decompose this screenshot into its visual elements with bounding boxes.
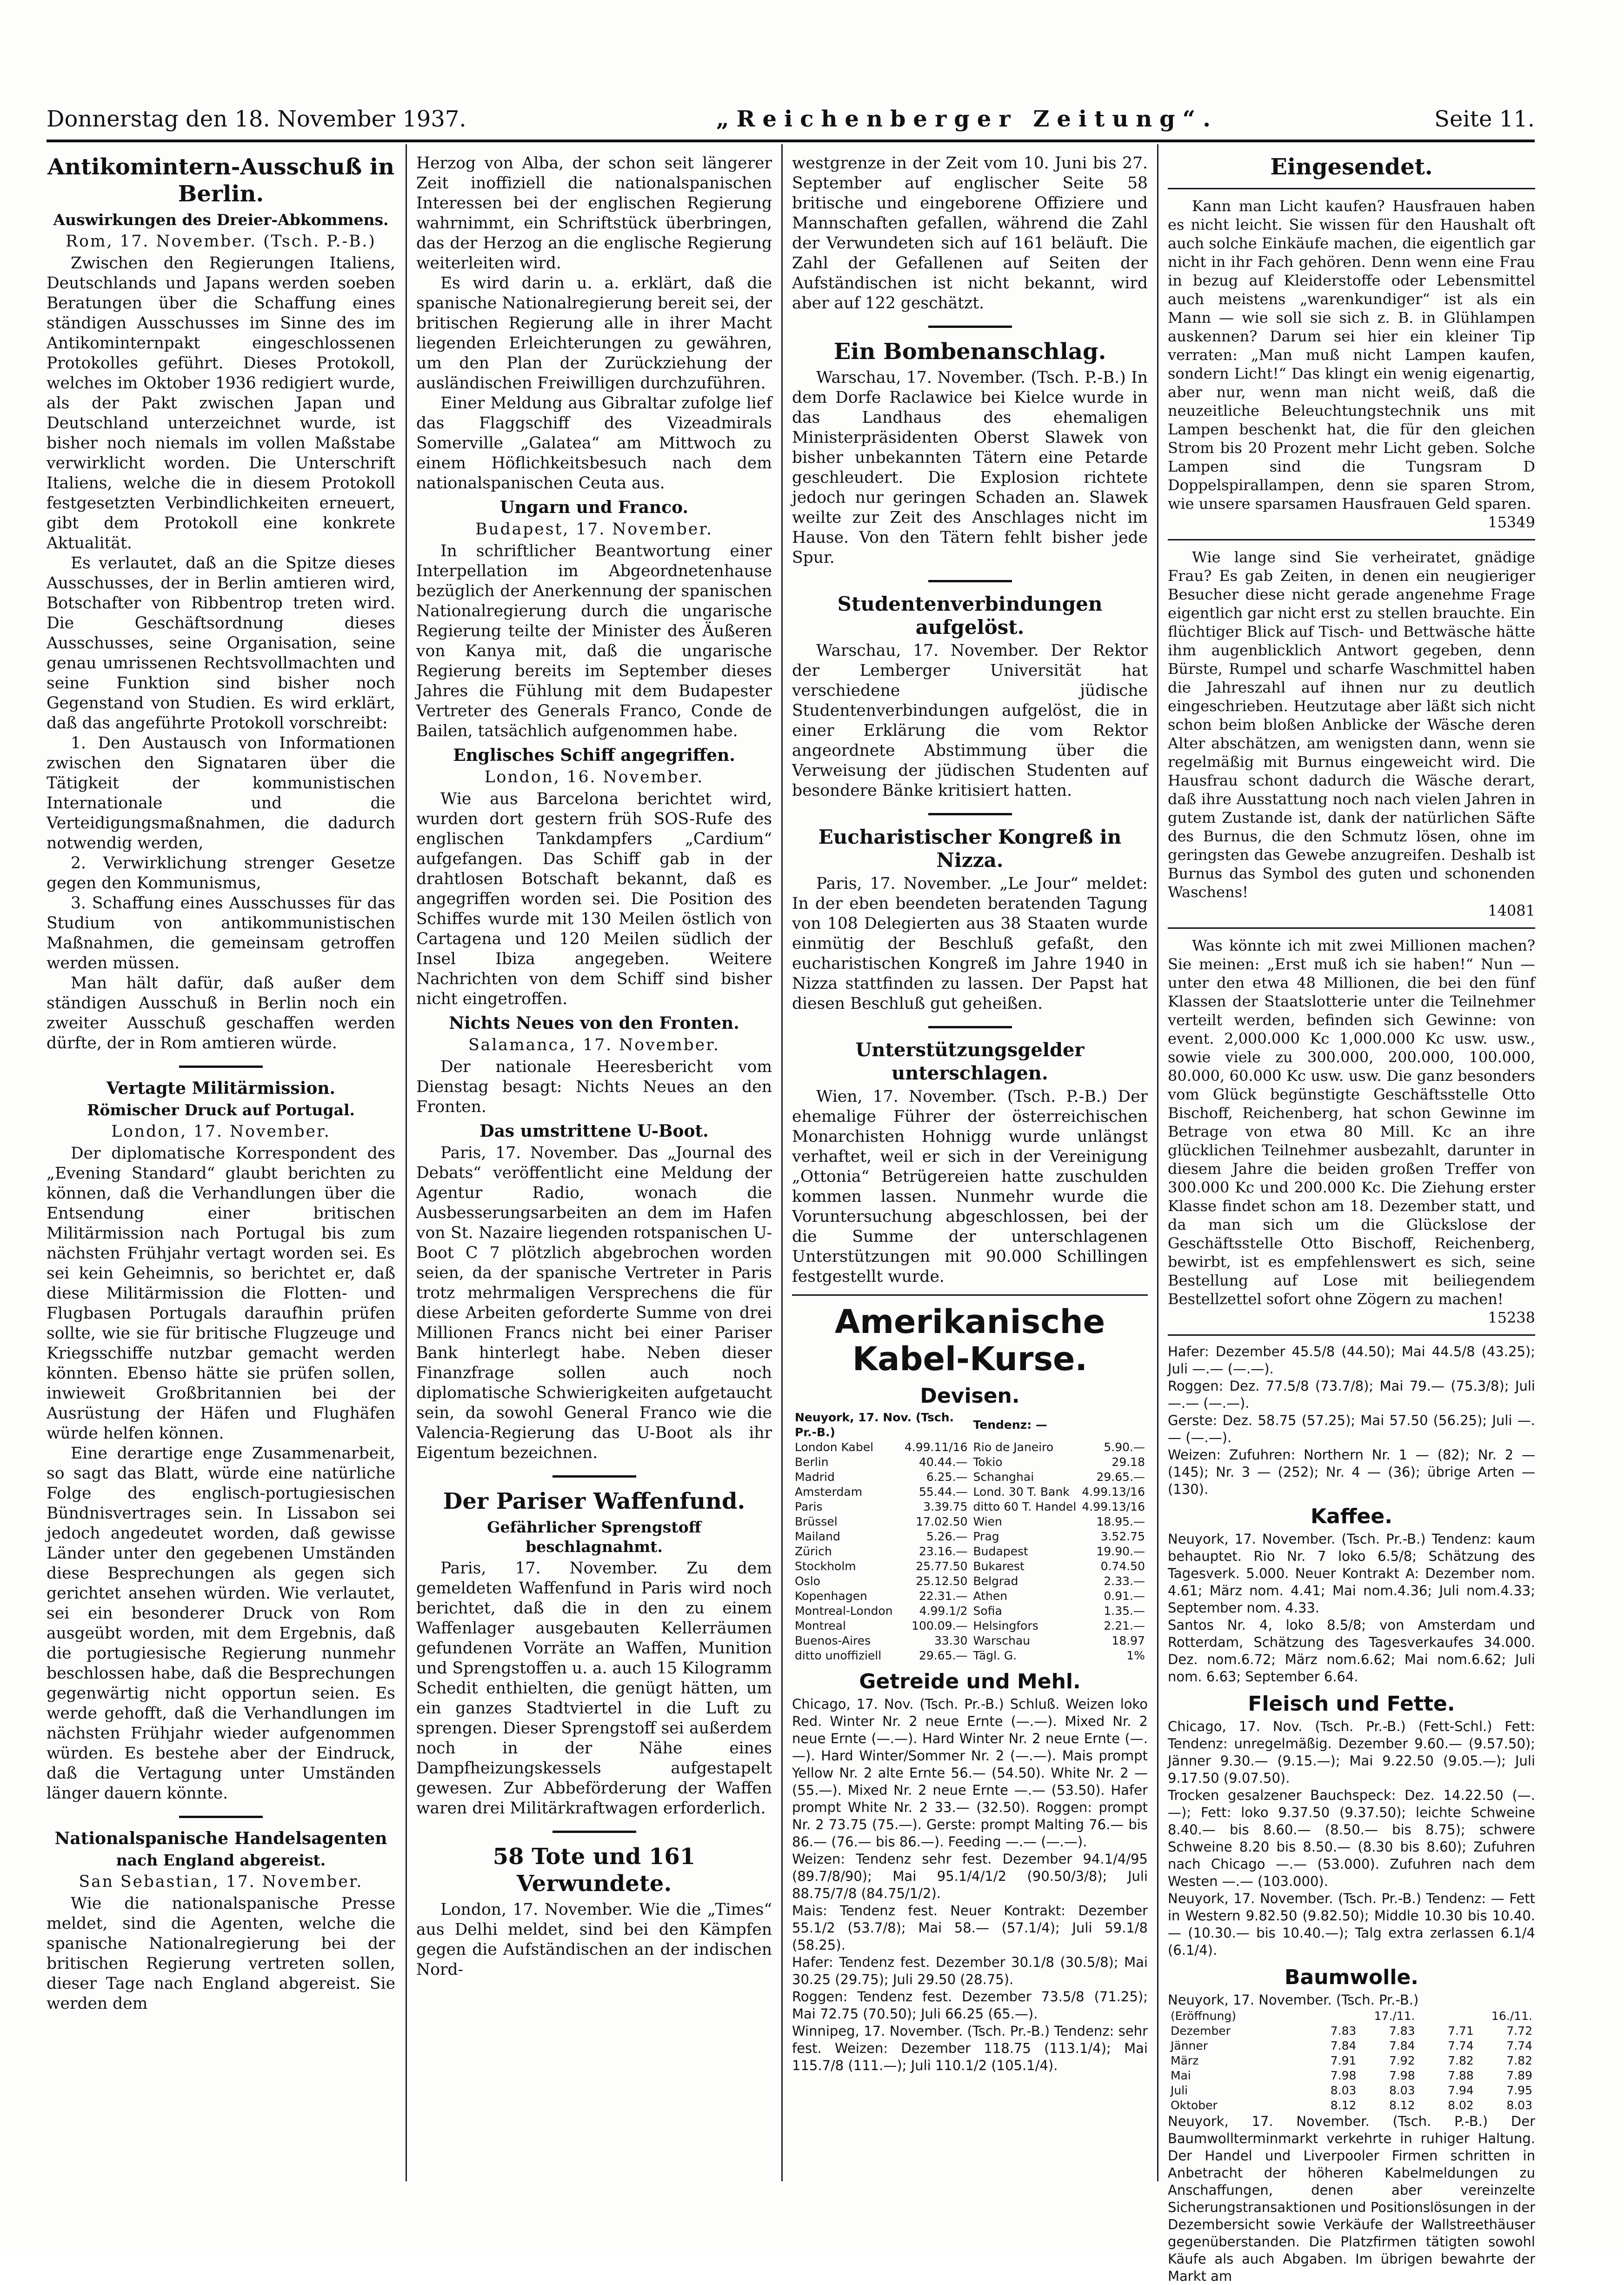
baumwolle-header-row: [1168, 2009, 1535, 2024]
market-paragraph: Neuyork, 17. November. (Tsch. P.-B.) Der Baumwollterminmarkt verkehrte in ruhiger Haltung. Der Handel und Liverpooler Firmen schritten in Anbetracht der höheren Kabelmeldungen zu Anschaffungen, denen aber vereinzelte Sicherungstransaktionen und Positionslösungen in der Dezembersicht sowie Verkäufe der Wallstreethäuser gegenüberstanden. Die Platzfirmen tätigten sowohl Käufe als auch Abgaben. Im übrigen bewahrte der Markt am: [1168, 2113, 1535, 2284]
market-paragraph: Chicago, 17. Nov. (Tsch. Pr.-B.) (Fett-Schl.) Fett: Tendenz: unregelmäßig. Dezember 9.60.— (9.57.50); Jänner 9.30.— (9.15.—); Mai 9.22.50 (9.05.—); Juli 9.17.50 (9.07.50).: [1168, 1719, 1535, 1786]
column-divider: [1157, 144, 1158, 2181]
table-cell: 0.74.50: [1100, 1559, 1145, 1573]
headline-antikomintern: Antikomintern-Ausschuß in Berlin.: [47, 154, 395, 207]
headline-studenten: Studentenverbindungen aufgelöst.: [837, 593, 1103, 639]
market-paragraph: Weizen: Tendenz sehr fest. Dezember 94.1/4/95 (89.7/8/90); Mai 95.1/4/1/2 (90.50/3/8); Juli 88.75/7/8 (84.75/1/2).: [792, 1851, 1148, 1901]
table-cell: Lond. 30 T. Bank: [973, 1485, 1070, 1499]
table-cell: Jänner: [1171, 2039, 1208, 2052]
table-cell: 5.90.—: [1104, 1440, 1145, 1454]
markets-continued: [1168, 1343, 1535, 2285]
dateline: San Sebastian, 17. November.: [79, 1872, 363, 1891]
table-cell: 7.83: [1330, 2024, 1357, 2038]
table-cell: Tokio: [973, 1455, 1003, 1469]
article-paragraph: westgrenze in der Zeit vom 10. Juni bis 27. September auf englischer Seite 58 britische und eingeborene Offiziere und Mannschaften gefallen, während die Zahl der Verwundeten sich auf 161 beläuft. Die Zahl der Gefallenen auf Seiten der Aufständischen ist nicht bekannt, wird aber auf 122 geschätzt.: [792, 154, 1148, 313]
headline-englisches-schiff: Englisches Schiff angegriffen.: [453, 746, 735, 765]
table-cell: 4.99.11/16: [904, 1440, 968, 1454]
table-cell: 7.82: [1448, 2054, 1474, 2067]
market-paragraph: Trocken gesalzener Bauchspeck: Dez. 14.22.50 (—.—); Fett: loko 9.37.50 (9.37.50); leichte Schweine 8.40.— bis 8.60.— (8.50.— bis 8.75); schwere Schweine 8.20 bis 8.50.— (8.30 bis 8.60); Zufuhren nach Chicago —.— (53.000). Zufuhren nach dem Westen —.— (103.000).: [1168, 1787, 1535, 1889]
headline-eingesendet: Eingesendet.: [1270, 154, 1433, 180]
article-separator: [928, 1026, 1012, 1028]
article-separator: [928, 813, 1012, 815]
table-cell: 25.77.50: [916, 1559, 968, 1573]
baumwolle-title: Baumwolle.: [1285, 1965, 1418, 1989]
devisen-header-cell: Neuyork, 17. Nov. (Tsch. Pr.-B.): [795, 1411, 954, 1439]
table-cell: Dezember: [1171, 2024, 1231, 2038]
table-cell: Brüssel: [795, 1515, 838, 1528]
column-1: [47, 153, 395, 2181]
table-cell: London Kabel: [795, 1440, 874, 1454]
table-cell: 8.03: [1506, 2098, 1532, 2112]
article-paragraph: Herzog von Alba, der schon seit längerer Zeit inoffiziell die nationalspanischen Interessen bei der englischen Regierung wahrnimmt, ein Schriftstück überbringen, das der Herzog an die englische Regierung weiterleiten wird.: [416, 154, 772, 273]
article-paragraph: Zwischen den Regierungen Italiens, Deutschlands und Japans werden soeben Beratungen über die Schaffung eines ständigen Ausschusses im Sinne des im Antikominternpakt eingeschlossenen Protokolles geführt. Dieses Protokoll, welches im Oktober 1936 redigiert wurde, als der Pakt zwischen Japan und Deutschland unterzeichnet wurde, ist bisher noch niemals im vollen Maßstabe verwirklicht worden. Die Unterschrift Italiens, welche die in diesem Protokoll festgesetzten Verbindlichkeiten erneuert, gibt dem Protokoll eine konkrete Aktualität.: [47, 254, 395, 553]
table-cell: Paris: [795, 1500, 823, 1513]
article-paragraph: Es wird darin u. a. erklärt, daß die spanische Nationalregierung bereit sei, der britischen Regierung alle in ihrer Macht liegenden Erleichterungen zu gewähren, um den Plan der Zurückziehung der ausländischen Freiwilligen durchzuführen.: [416, 274, 772, 393]
table-cell: 7.74: [1448, 2039, 1474, 2052]
market-paragraph: Hafer: Tendenz fest. Dezember 30.1/8 (30.5/8); Mai 30.25 (29.75); Juli 29.50 (28.75).: [792, 1954, 1148, 1987]
table-cell: 4.99.1/2: [919, 1604, 968, 1618]
market-paragraph: Mais: Tendenz fest. Neuer Kontrakt: Dezember 55.1/2 (53.7/8); Mai 58.— (57.1/4); Juli 59.1/8 (58.25).: [792, 1903, 1148, 1953]
table-cell: 7.84: [1389, 2039, 1415, 2052]
article-paragraph: Warschau, 17. November. Der Rektor der Lemberger Universität hat verschiedene jüdische Studentenverbindungen aufgelöst, die in einer Erklärung die vom Rektor angeordnete Abstimmung über die Verweisung der jüdischen Studenten auf besondere Bänke kritisiert hatten.: [792, 641, 1148, 800]
advert-number: 14081: [1488, 902, 1535, 919]
subheadline: Gefährlicher Sprengstoff beschlagnahmt.: [487, 1518, 701, 1556]
table-cell: 6.25.—: [926, 1470, 968, 1484]
table-cell: 7.89: [1506, 2069, 1532, 2082]
market-paragraph: Santos Nr. 4, loko 8.5/8; von Amsterdam und Rotterdam, Schätzung des Tagesverkaufes 34.000. Dez. nom.6.72; März nom.6.62; Mai nom.6.62; Juli nom. 6.63; September 6.64.: [1168, 1617, 1535, 1685]
table-cell: Mailand: [795, 1530, 840, 1543]
devisen-row: [792, 1544, 1148, 1559]
baumwolle-header-cell: (Eröffnung): [1171, 2009, 1236, 2023]
devisen-row: [792, 1440, 1148, 1455]
table-cell: Sofia: [973, 1604, 1002, 1618]
table-cell: Oslo: [795, 1574, 820, 1588]
article-separator: [552, 1831, 636, 1833]
column-4: [1168, 153, 1535, 2284]
article-paragraph: Paris, 17. November. Zu dem gemeldeten Waffenfund in Paris wird noch berichtet, daß die in den zu einem Waffenlager ausgebauten Kellerräumen gefundenen Vorräte an Waffen, Munition und Sprengstoffen u. a. auch 15 Kilogramm Schedit enthielten, die genügt hätten, um ein ganzes Stadtviertel in die Luft zu sprengen. Dieser Sprengstoff sei außerdem noch in der Nähe eines Dampfheizungskessels aufgestapelt gewesen. Zur Abbeförderung der Waffen waren drei Militärkraftwagen erforderlich.: [416, 1559, 772, 1818]
devisen-header-cell: Tendenz: —: [973, 1418, 1047, 1432]
article-paragraph: Der diplomatische Korrespondent des „Evening Standard“ glaubt berichten zu können, daß die Verhandlungen über die Entsendung einer britischen Militärmission nach Portugal bis zum nächsten Frühjahr vertagt worden sei. Es sei kein Geheimnis, so berichtet er, daß diese Militärmission die Flotten- und Flugbasen Portugals daraufhin prüfen sollte, wie sie für britische Flugzeuge und Kriegsschiffe nutzbar gemacht werden könnten. Ebenso hätte sie prüfen sollen, inwieweit Großbritannien bei der Ausrüstung der Häfen und Flughäfen würde helfen können.: [47, 1144, 395, 1443]
subheadline: Auswirkungen des Dreier-Abkommens.: [53, 211, 389, 229]
table-cell: 7.95: [1506, 2084, 1532, 2097]
article-paragraph: Wien, 17. November. (Tsch. P.-B.) Der ehemalige Führer der österreichischen Monarchisten Hohnigg wurde unlängst verhaftet, weil er sich in der Vereinigung „Ottonia“ Betrügereien hatte zuschulden kommen lassen. Nunmehr wurde die Voruntersuchung abgeschlossen, bei der die Summe der unterschlagenen Unterstützungen mit 90.000 Schillingen festgestellt wurde.: [792, 1087, 1148, 1286]
table-cell: Belgrad: [973, 1574, 1018, 1588]
table-cell: Juli: [1171, 2084, 1188, 2097]
table-cell: ditto unoffiziell: [795, 1649, 882, 1662]
header-rule: [47, 140, 1535, 142]
list-item: 2. Verwirklichung strenger Gesetze gegen den Kommunismus,: [47, 854, 395, 893]
header-date: Donnerstag den 18. November 1937.: [47, 106, 466, 132]
devisen-row: [792, 1514, 1148, 1529]
article-paragraph: In schriftlicher Beantwortung einer Interpellation im Abgeordnetenhause bezüglich der Anerkennung der spanischen Nationalregierung durch die ungarische Regierung teilte der Minister des Äußeren von Kanya mit, daß die ungarische Regierung bereits im September dieses Jahres die Fühlung mit dem Budapester Vertreter des Generals Franco, Conde de Bailen, tatsächlich aufgenommen habe.: [416, 542, 772, 740]
baumwolle-dateline: Neuyork, 17. November. (Tsch. Pr.-B.): [1168, 1992, 1419, 2008]
table-cell: 7.88: [1448, 2069, 1474, 2082]
table-cell: 18.97: [1112, 1634, 1145, 1647]
article-separator: [179, 1816, 263, 1818]
table-cell: 2.33.—: [1104, 1574, 1145, 1588]
subheadline: nach England abgereist.: [116, 1851, 326, 1869]
article-separator: [928, 580, 1012, 582]
table-cell: 33.30: [934, 1634, 968, 1647]
table-cell: 23.16.—: [919, 1545, 968, 1558]
table-cell: Wien: [973, 1515, 1002, 1528]
table-cell: 7.74: [1506, 2039, 1532, 2052]
article-paragraph: London, 17. November. Wie die „Times“ aus Delhi meldet, sind bei den Kämpfen gegen die Aufständischen an der indischen Nord-: [416, 1900, 772, 1979]
page-number: Seite 11.: [1434, 106, 1535, 132]
table-cell: Amsterdam: [795, 1485, 863, 1499]
devisen-row: [792, 1559, 1148, 1574]
table-cell: 7.83: [1389, 2024, 1415, 2038]
article-paragraph: Wie aus Barcelona berichtet wird, wurden dort gestern früh SOS-Rufe des englischen Tankdampfers „Cardium“ aufgefangen. Das Schiff gab in der drahtlosen Botschaft bekannt, daß es angegriffen worden sei. Die Position des Schiffes wurde mit 130 Meilen östlich von Cartagena und 120 Meilen südlich der Insel Ibiza angegeben. Weitere Nachrichten von dem Schiff sind bisher nicht eingetroffen.: [416, 790, 772, 1008]
advert-text: Wie lange sind Sie verheiratet, gnädige Frau? Es gab Zeiten, in denen ein neugieriger Besucher diese nicht gerade angenehme Frage eigentlich gar nicht erst zu stellen brauchte. Ein flüchtiger Blick auf Tisch- und Bettwäsche hätte ihm augenblicklich Antwort gegeben, denn Bürste, Rumpel und scharfe Waschmittel haben die Jahreszahl auf ihnen nur zu deutlich eingeschrieben. Heutzutage aber läßt sich nicht schon beim bloßen Anblicke der Wäsche deren Alter abschätzen, am wenigsten dann, wenn sie regelmäßig mit Burnus eingeweicht wird. Die Hausfrau schont dadurch die Wäsche derart, daß ihre Ausstattung noch nach vielen Jahren in gutem Zustande ist, dank der natürlichen Säfte des Burnus, die den Schmutz lösen, ohne im geringsten das Gewebe anzugreifen. Deshalb ist Burnus das Symbol des guten und schonenden Waschens!: [1168, 548, 1535, 901]
table-cell: 8.03: [1330, 2084, 1357, 2097]
devisen-row: [792, 1499, 1148, 1514]
dateline: Budapest, 17. November.: [475, 520, 713, 539]
table-cell: 29.18: [1112, 1455, 1145, 1469]
table-cell: Berlin: [795, 1455, 829, 1469]
advert-number: 15238: [1488, 1309, 1535, 1326]
devisen-header-row: [792, 1410, 1148, 1440]
devisen-row: [792, 1619, 1148, 1633]
dateline: Rom, 17. November. (Tsch. P.-B.): [66, 232, 376, 251]
devisen-row: [792, 1648, 1148, 1663]
section-rule: [1168, 188, 1535, 189]
baumwolle-row: [1168, 2083, 1535, 2098]
market-paragraph: Hafer: Dezember 45.5/8 (44.50); Mai 44.5/8 (43.25); Juli —.— (—.—).: [1168, 1344, 1535, 1377]
table-cell: 18.95.—: [1096, 1515, 1145, 1528]
column-3: [792, 153, 1148, 2181]
devisen-table: [792, 1410, 1148, 1663]
article-paragraph: Man hält dafür, daß außer dem ständigen Ausschuß in Berlin noch ein zweiter Ausschuß geschaffen werden dürfte, der in Rom amtieren würde.: [47, 974, 395, 1053]
advert-text: Kann man Licht kaufen? Hausfrauen haben es nicht leicht. Sie wissen für den Haushalt oft auch solche Einkäufe machen, die eigentlich gar nicht in ihr Fach gehören. Denn wenn eine Frau in bezug auf Kleiderstoffe oder Lebensmittel auch meistens „warenkundiger“ ist als ein Mann — wie soll sie sich z. B. in Glühlampen auskennen? Darum sei hier ein kleiner Tip verraten: „Man muß nicht Lampen kaufen, sondern Licht!“ Das klingt ein wenig eigenartig, aber nur, wenn man nicht weiß, daß die neuzeitliche Beleuchtungstechnik uns mit Lampen beschenkt hat, die für den gleichen Strom bis 20 Prozent mehr Licht geben. Solche Lampen sind die Tungsram D Doppelspirallampen, denn sie sparen Strom, wie unsere sparsamen Hausfrauen Geld sparen.: [1168, 197, 1535, 513]
table-cell: Montreal-London: [795, 1604, 893, 1618]
advert-text: Was könnte ich mit zwei Millionen machen? Sie meinen: „Erst muß ich sie haben!“ Nun — unter den etwa 48 Millionen, die bei den fünf Klassen der Staatslotterie unter die Teilnehmer verteilt werden, befinden sich Gewinne: von event. 2,000.000 Kc 1,000.000 Kc usw. usw., sowie viele zu 300.000, 200.000, 100.000, 80.000, 60.000 Kc usw. usw. Die ganz besonders vom Glück begünstigte Geschäftsstelle Otto Bischoff, Reichenberg, hat schon Gewinne im Betrage von etwa 80 Mill. Kc an ihre glücklichen Teilnehmer ausbezahlt, darunter in diesem Jahre die beiden großen Treffer von 300.000 Kc und 200.000 Kc. Die Ziehung erster Klasse findet schon am 18. Dezember statt, und da man sich um die Glückslose der Geschäftsstelle Otto Bischoff, Reichenberg, bewirbt, ist es empfehlenswert es sich, seine Bestellung auf Lose mit beiliegendem Bestellzettel sofort ohne Zögern zu machen!: [1168, 937, 1535, 1308]
table-cell: 17.02.50: [916, 1515, 968, 1528]
market-paragraph: Chicago, 17. Nov. (Tsch. Pr.-B.) Schluß. Weizen loko Red. Winter Nr. 2 neue Ernte (—.—). Mixed Nr. 2 neue Ernte (—.—). Hard Winter Nr. 2 neue Ernte (—.—). Hard Winter/Sommer Nr. 2 (—.—). Mais prompt Yellow Nr. 2 alte Ernte 56.— (54.50). White Nr. 2 — (55.—). Mixed Nr. 2 neue Ernte —.— (53.50). Hafer prompt White Nr. 2 33.— (32.50). Roggen: prompt Nr. 2 73.75 (75.—). Gerste: prompt Malting 76.— bis 86.— (76.— bis 86.—). Feeding —.— (—.—).: [792, 1696, 1148, 1850]
table-cell: 1.35.—: [1104, 1604, 1145, 1618]
table-cell: 40.44.—: [919, 1455, 968, 1469]
table-cell: Buenos-Aires: [795, 1634, 871, 1647]
headline-tote: 58 Tote und 161 Verwundete.: [493, 1844, 696, 1897]
table-cell: 8.12: [1389, 2098, 1415, 2112]
column-divider: [781, 144, 783, 2181]
list-item: 1. Den Austausch von Informationen zwischen den Signataren über die Tätigkeit der kommunistischen Internationale und die Verteidigungsmaßnahmen, die dadurch notwendig werden,: [47, 734, 395, 853]
article-separator: [179, 1066, 263, 1068]
market-paragraph: Neuyork, 17. November. (Tsch. Pr.-B.) Tendenz: — Fett in Western 9.82.50 (9.82.50); Middle 10.30 bis 10.40.— (10.30.— bis 10.40.—); Talg extra zerlassen 6.1/4 (6.1/4).: [1168, 1891, 1535, 1958]
list-item: 3. Schaffung eines Ausschusses für das Studium von antikommunistischen Maßnahmen, die gemeinsam getroffen werden müssen.: [47, 894, 395, 973]
fleisch-title: Fleisch und Fette.: [1248, 1692, 1455, 1716]
table-cell: Montreal: [795, 1619, 846, 1632]
market-paragraph: Gerste: Dez. 58.75 (57.25); Mai 57.50 (56.25); Juli —.— (—.—).: [1168, 1412, 1535, 1446]
baumwolle-body: [1168, 2024, 1535, 2113]
devisen-row: [792, 1485, 1148, 1499]
section-rule: [1168, 1334, 1535, 1336]
article-separator: [552, 1475, 636, 1478]
column-divider: [406, 144, 407, 2181]
table-cell: Zürich: [795, 1545, 832, 1558]
market-paragraph: Roggen: Tendenz fest. Dezember 73.5/8 (71.25); Mai 72.75 (70.50); Juli 66.25 (65.—).: [792, 1989, 1148, 2022]
table-cell: 55.44.—: [919, 1485, 968, 1499]
market-paragraph: Neuyork, 17. November. (Tsch. Pr.-B.) Tendenz: kaum behauptet. Rio Nr. 7 loko 6.5/8; Schätzung des Tagesverk. 5.000. Neuer Kontrakt A: Dezember nom. 4.61; März nom. 4.41; Mai nom.4.36; Juli nom.4.33; September nom. 4.33.: [1168, 1531, 1535, 1616]
headline-bombenanschlag: Ein Bombenanschlag.: [833, 339, 1106, 365]
headline-kongress: Eucharistischer Kongreß in Nizza.: [818, 826, 1122, 872]
article-paragraph: Der nationale Heeresbericht vom Dienstag besagt: Nichts Neues an den Fronten.: [416, 1058, 772, 1116]
table-cell: 2.21.—: [1104, 1619, 1145, 1632]
table-cell: 8.02: [1448, 2098, 1474, 2112]
table-cell: 7.94: [1448, 2084, 1474, 2097]
dateline: London, 16. November.: [484, 768, 704, 786]
table-cell: 29.65.—: [1096, 1470, 1145, 1484]
table-cell: Schanghai: [973, 1470, 1034, 1484]
market-paragraph: Weizen: Zufuhren: Northern Nr. 1 — (82); Nr. 2 — (145); Nr. 3 — (252); Nr. 4 — (36); übrige Arten — (130).: [1168, 1447, 1535, 1497]
table-cell: 7.92: [1389, 2054, 1415, 2067]
baumwolle-table: [1168, 2009, 1535, 2113]
advert-number: 15349: [1488, 513, 1535, 531]
devisen-row: [792, 1589, 1148, 1604]
table-cell: 25.12.50: [916, 1574, 968, 1588]
dateline: London, 17. November.: [111, 1122, 331, 1141]
table-cell: Madrid: [795, 1470, 835, 1484]
article-paragraph: Warschau, 17. November. (Tsch. P.-B.) In dem Dorfe Raclawice bei Kielce wurde in das Landhaus des ehemaligen Ministerpräsidenten Oberst Slawek von bisher unbekannten Tätern eine Petarde geschleudert. Die Explosion richtete jedoch nur geringen Schaden an. Slawek weilte zur Zeit des Anschlages nicht im Hause. Von den Tätern fehlt bisher jede Spur.: [792, 368, 1148, 567]
baumwolle-row: [1168, 2068, 1535, 2083]
devisen-row: [792, 1604, 1148, 1619]
headline-handelsagenten: Nationalspanische Handelsagenten: [54, 1829, 387, 1848]
subheadline: Römischer Druck auf Portugal.: [87, 1101, 355, 1119]
table-cell: Athen: [973, 1589, 1008, 1603]
getreide-title: Getreide und Mehl.: [859, 1670, 1081, 1693]
baumwolle-row: [1168, 2039, 1535, 2053]
table-cell: 1%: [1126, 1649, 1145, 1662]
table-cell: Rio de Janeiro: [973, 1440, 1054, 1454]
article-paragraph: Es verlautet, daß an die Spitze dieses Ausschusses, der in Berlin amtieren wird, Botschafter von Ribbentrop treten wird. Die Geschäftsordnung dieses Ausschusses, seine Organisation, seine genau umrissenen Rechtsvollmachten und seine Funktion sind bisher noch Gegenstand von Studien. Es wird erklärt, daß das angeführte Protokoll vorschreibt:: [47, 554, 395, 733]
article-paragraph: Eine derartige enge Zusammenarbeit, so sagt das Blatt, würde eine natürliche Folge des englisch-portugiesischen Bündnisvertrages sein. In Lissabon sei jedoch angedeutet worden, daß gewisse Länder unter den gegebenen Umständen diese Besprechungen als gegen sich gerichtet ansehen würden. Wie verlautet, sei ein besonderer Druck von Rom ausgeübt worden, mit dem Ergebnis, daß die portugiesische Regierung nunmehr beschlossen habe, daß die Besprechungen gegenwärtig nicht opportun seien. Es werde gehofft, daß die Verhandlungen im nächsten Frühjahr wieder aufgenommen würden. Es bestehe aber der Eindruck, daß die Vertagung unter Umständen länger dauern könnte.: [47, 1444, 395, 1803]
article-paragraph: Paris, 17. November. „Le Jour“ meldet: In der eben beendeten beratenden Tagung von 108 Delegierten aus 38 Staaten wurde einmütig der Beschluß gefaßt, den eucharistischen Kongreß im Jahre 1940 in Nizza stattfinden zu lassen. Der Papst hat diesen Beschluß gut geheißen.: [792, 874, 1148, 1013]
table-cell: 7.98: [1330, 2069, 1357, 2082]
table-cell: Warschau: [973, 1634, 1031, 1647]
devisen-body: [792, 1440, 1148, 1663]
headline-ungarn: Ungarn und Franco.: [499, 498, 689, 517]
market-paragraph: Winnipeg, 17. November. (Tsch. Pr.-B.) Tendenz: sehr fest. Weizen: Dezember 118.75 (113.1/4); Mai 115.7/8 (111.—); Juli 110.1/2 (105.1/4).: [792, 2023, 1148, 2073]
baumwolle-header-cell: 16./11.: [1491, 2009, 1532, 2023]
table-cell: 3.52.75: [1100, 1530, 1145, 1543]
baumwolle-row: [1168, 2098, 1535, 2113]
headline-fronten: Nichts Neues von den Fronten.: [449, 1013, 739, 1033]
section-rule: [1168, 539, 1535, 540]
table-cell: Budapest: [973, 1545, 1028, 1558]
baumwolle-row: [1168, 2053, 1535, 2068]
table-cell: ditto 60 T. Handel: [973, 1500, 1077, 1513]
table-cell: 4.99.13/16: [1082, 1500, 1145, 1513]
devisen-title: Devisen.: [920, 1384, 1020, 1408]
table-cell: 8.03: [1389, 2084, 1415, 2097]
article-paragraph: Einer Meldung aus Gibraltar zufolge lief das Flaggschiff des Vizeadmirals Somerville „Galatea“ am Mittwoch zu einem Höflichkeitsbesuch nach dem nationalspanischen Ceuta aus.: [416, 394, 772, 493]
baumwolle-header-cell: 17./11.: [1374, 2009, 1415, 2023]
table-cell: Prag: [973, 1530, 999, 1543]
devisen-row: [792, 1470, 1148, 1485]
table-cell: 7.71: [1448, 2024, 1474, 2038]
table-cell: 8.12: [1330, 2098, 1357, 2112]
table-cell: 7.84: [1330, 2039, 1357, 2052]
table-cell: 4.99.13/16: [1082, 1485, 1145, 1499]
kaffee-title: Kaffee.: [1311, 1505, 1392, 1528]
section-rule: [1168, 927, 1535, 929]
section-rule: [792, 1294, 1148, 1296]
devisen-row: [792, 1455, 1148, 1470]
table-cell: 7.82: [1506, 2054, 1532, 2067]
devisen-row: [792, 1633, 1148, 1648]
column-2: [416, 153, 772, 2181]
headline-u-boot: Das umstrittene U-Boot.: [479, 1121, 709, 1141]
market-paragraph: Roggen: Dez. 77.5/8 (73.7/8); Mai 79.— (75.3/8); Juli —.— (—.—).: [1168, 1378, 1535, 1411]
table-cell: 7.91: [1330, 2054, 1357, 2067]
devisen-row: [792, 1574, 1148, 1589]
table-cell: 3.39.75: [923, 1500, 968, 1513]
table-cell: 0.91.—: [1104, 1589, 1145, 1603]
table-cell: 5.26.—: [926, 1530, 968, 1543]
headline-unterschlagen: Unterstützungsgelder unterschlagen.: [855, 1039, 1085, 1084]
table-cell: 100.09.—: [912, 1619, 968, 1632]
table-cell: 19.90.—: [1096, 1545, 1145, 1558]
table-cell: Mai: [1171, 2069, 1191, 2082]
page-header: [47, 106, 1535, 139]
dateline: Salamanca, 17. November.: [468, 1036, 720, 1054]
table-cell: Stockholm: [795, 1559, 856, 1573]
getreide-section: [792, 1696, 1148, 2074]
devisen-row: [792, 1529, 1148, 1544]
table-cell: Helsingfors: [973, 1619, 1038, 1632]
table-cell: März: [1171, 2054, 1199, 2067]
table-cell: 22.31.—: [919, 1589, 968, 1603]
table-cell: Bukarest: [973, 1559, 1025, 1573]
masthead-title: „Reichenberger Zeitung“.: [716, 106, 1218, 132]
table-cell: 7.98: [1389, 2069, 1415, 2082]
headline-militaermission: Vertagte Militärmission.: [106, 1079, 336, 1098]
table-cell: Tägl. G.: [973, 1649, 1017, 1662]
table-cell: 29.65.—: [919, 1649, 968, 1662]
table-cell: 7.72: [1506, 2024, 1532, 2038]
table-cell: Kopenhagen: [795, 1589, 867, 1603]
article-paragraph: Wie die nationalspanische Presse meldet, sind die Agenten, welche die spanische Nationalregierung bei der britischen Regierung vertreten sollen, dieser Tage nach England abgereist. Sie werden dem: [47, 1894, 395, 2013]
baumwolle-row: [1168, 2024, 1535, 2039]
headline-waffenfund: Der Pariser Waffenfund.: [443, 1488, 745, 1514]
table-cell: Oktober: [1171, 2098, 1218, 2112]
article-separator: [928, 326, 1012, 328]
article-paragraph: Paris, 17. November. Das „Journal des Debats“ veröffentlicht eine Meldung der Agentur Radio, wonach die Ausbesserungsarbeiten an dem im Hafen von St. Nazaire liegenden rotspanischen U-Boot C 7 plötzlich abgebrochen worden seien, da der spanische Vertreter in Paris trotz mehrmaligen Versprechens die für diese Arbeiten geforderte Summe von drei Millionen Francs nicht bei einer Pariser Bank hinterlegt habe. Neben dieser Finanzfrage sollen auch noch diplomatische Schwierigkeiten aufgetaucht sein, da sowohl General Franco wie die Valencia-Regierung das U-Boot als ihr Eigentum bezeichnen.: [416, 1144, 772, 1462]
headline-kabelkurse: Amerikanische Kabel-Kurse.: [834, 1303, 1105, 1378]
